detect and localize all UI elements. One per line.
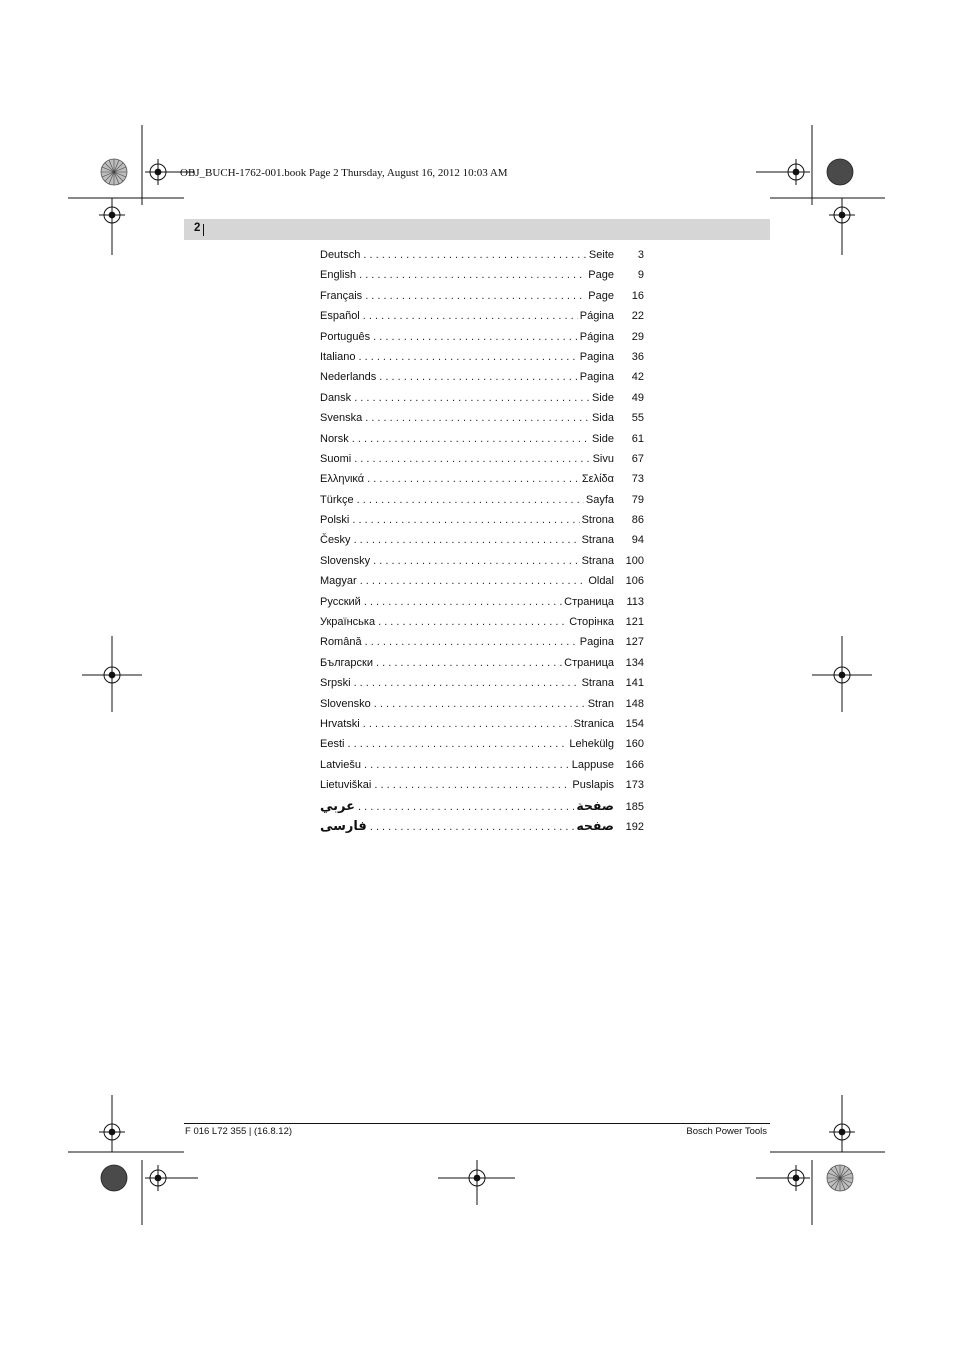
toc-page-word: Страница bbox=[564, 595, 614, 608]
toc-leader-dots bbox=[365, 410, 590, 426]
toc-language: Suomi bbox=[320, 452, 352, 465]
toc-leader-dots bbox=[374, 696, 586, 712]
toc-page-word: Strana bbox=[581, 554, 614, 567]
toc-leader-dots bbox=[354, 675, 580, 691]
toc-entry bbox=[320, 634, 644, 654]
toc-entry bbox=[320, 777, 644, 797]
toc-entry bbox=[320, 716, 644, 736]
toc-leader-dots bbox=[352, 512, 579, 528]
toc-language: فارسی bbox=[320, 817, 367, 833]
table-of-contents bbox=[320, 247, 644, 838]
toc-language: Türkçe bbox=[320, 493, 354, 506]
toc-language: Hrvatski bbox=[320, 717, 360, 730]
toc-entry bbox=[320, 369, 644, 389]
toc-language: عربي bbox=[320, 797, 356, 813]
toc-entry bbox=[320, 736, 644, 756]
toc-entry bbox=[320, 390, 644, 410]
toc-language: Svenska bbox=[320, 412, 363, 425]
toc-page-word: Pagina bbox=[579, 350, 614, 363]
toc-leader-dots bbox=[359, 267, 586, 283]
toc-leader-dots bbox=[352, 431, 590, 447]
toc-entry bbox=[320, 349, 644, 369]
toc-language: Português bbox=[320, 330, 371, 343]
toc-page-number: 94 bbox=[631, 534, 644, 547]
toc-leader-dots bbox=[360, 573, 587, 589]
toc-page-number: 79 bbox=[631, 493, 644, 506]
toc-entry bbox=[320, 451, 644, 471]
toc-page-word: Side bbox=[591, 391, 614, 404]
toc-language: Ελληνικά bbox=[320, 473, 365, 486]
toc-page-number: 192 bbox=[625, 820, 644, 833]
toc-page-word: Страница bbox=[564, 656, 614, 669]
toc-language: Česky bbox=[320, 534, 351, 547]
toc-page-number: 106 bbox=[625, 575, 644, 588]
toc-page-word: Side bbox=[591, 432, 614, 445]
toc-leader-dots bbox=[364, 594, 562, 610]
toc-page-number: 148 bbox=[625, 697, 644, 710]
toc-entry bbox=[320, 614, 644, 634]
toc-entry bbox=[320, 288, 644, 308]
toc-page-number: 86 bbox=[631, 514, 644, 527]
toc-entry bbox=[320, 247, 644, 267]
toc-leader-dots bbox=[365, 288, 586, 304]
toc-entry bbox=[320, 757, 644, 777]
toc-page-word: Sida bbox=[591, 412, 614, 425]
toc-entry bbox=[320, 532, 644, 552]
toc-language: Български bbox=[320, 656, 373, 669]
toc-language: Lietuviškai bbox=[320, 779, 372, 792]
toc-page-number: 100 bbox=[625, 554, 644, 567]
toc-leader-dots bbox=[363, 308, 578, 324]
toc-page-word: Stran bbox=[587, 697, 614, 710]
toc-page-word: Strana bbox=[581, 677, 614, 690]
toc-entry bbox=[320, 512, 644, 532]
toc-language: Українська bbox=[320, 616, 376, 629]
toc-page-number: 49 bbox=[631, 391, 644, 404]
toc-page-word: Сторінка bbox=[569, 616, 614, 629]
page-number-separator bbox=[203, 224, 204, 236]
toc-page-number: 9 bbox=[637, 269, 644, 282]
toc-page-number: 55 bbox=[631, 412, 644, 425]
toc-page-number: 154 bbox=[625, 717, 644, 730]
toc-leader-dots bbox=[347, 736, 567, 752]
toc-language: Slovensky bbox=[320, 554, 371, 567]
page-number: 2 bbox=[194, 222, 201, 234]
toc-language: Română bbox=[320, 636, 362, 649]
toc-page-word: Puslapis bbox=[572, 779, 614, 792]
toc-leader-dots bbox=[358, 349, 577, 365]
toc-page-word: Sayfa bbox=[585, 493, 614, 506]
toc-page-number: 73 bbox=[631, 473, 644, 486]
toc-entry bbox=[320, 329, 644, 349]
toc-page-number: 29 bbox=[631, 330, 644, 343]
toc-page-number: 127 bbox=[625, 636, 644, 649]
toc-page-number: 134 bbox=[625, 656, 644, 669]
toc-page-number: 185 bbox=[625, 800, 644, 813]
toc-page-word: Seite bbox=[588, 249, 614, 261]
toc-page-word: صفحه bbox=[576, 818, 614, 833]
toc-page-number: 61 bbox=[631, 432, 644, 445]
footer-rule bbox=[184, 1123, 770, 1124]
toc-leader-dots bbox=[354, 532, 580, 548]
footer-document-code: F 016 L72 355 | (16.8.12) bbox=[185, 1126, 293, 1137]
toc-leader-dots bbox=[367, 471, 580, 487]
toc-language: Dansk bbox=[320, 391, 352, 404]
toc-leader-dots bbox=[357, 492, 584, 508]
toc-entry bbox=[320, 471, 644, 491]
toc-page-number: 67 bbox=[631, 452, 644, 465]
toc-page-word: Sivu bbox=[592, 452, 614, 465]
toc-language: Español bbox=[320, 310, 360, 323]
toc-page-number: 16 bbox=[631, 289, 644, 302]
toc-entry bbox=[320, 594, 644, 614]
toc-language: Polski bbox=[320, 514, 350, 527]
print-job-info: OBJ_BUCH-1762-001.book Page 2 Thursday, August 16, 2012 10:03 AM bbox=[180, 167, 508, 179]
toc-entry bbox=[320, 798, 644, 818]
toc-page-word: Lehekülg bbox=[569, 738, 614, 751]
footer-brand: Bosch Power Tools bbox=[686, 1126, 767, 1137]
toc-language: Norsk bbox=[320, 432, 349, 445]
toc-page-number: 113 bbox=[626, 595, 644, 608]
toc-leader-dots bbox=[376, 655, 562, 671]
toc-page-word: Página bbox=[579, 310, 614, 323]
toc-leader-dots bbox=[358, 799, 574, 815]
toc-entry bbox=[320, 655, 644, 675]
toc-language: Srpski bbox=[320, 677, 351, 690]
toc-language: Eesti bbox=[320, 738, 345, 751]
toc-page-number: 42 bbox=[631, 371, 644, 384]
toc-leader-dots bbox=[364, 757, 570, 773]
toc-entry bbox=[320, 675, 644, 695]
toc-page-number: 22 bbox=[631, 310, 644, 323]
toc-page-number: 3 bbox=[637, 249, 644, 261]
toc-page-number: 36 bbox=[631, 350, 644, 363]
toc-leader-dots bbox=[373, 329, 578, 345]
toc-entry bbox=[320, 410, 644, 430]
toc-leader-dots bbox=[354, 451, 590, 467]
toc-page-word: صفحة bbox=[576, 798, 614, 813]
toc-language: Magyar bbox=[320, 575, 357, 588]
toc-page-word: Σελίδα bbox=[581, 473, 614, 486]
toc-page-word: Página bbox=[579, 330, 614, 343]
toc-entry bbox=[320, 573, 644, 593]
toc-leader-dots bbox=[365, 634, 578, 650]
toc-page-number: 166 bbox=[625, 758, 644, 771]
toc-leader-dots bbox=[354, 390, 590, 406]
toc-page-word: Pagina bbox=[579, 636, 614, 649]
toc-page-word: Page bbox=[588, 269, 614, 282]
toc-page-number: 173 bbox=[625, 779, 644, 792]
toc-entry bbox=[320, 308, 644, 328]
toc-page-word: Lappuse bbox=[571, 758, 614, 771]
toc-page-word: Oldal bbox=[588, 575, 614, 588]
toc-page-word: Pagina bbox=[579, 371, 614, 384]
toc-page-word: Page bbox=[588, 289, 614, 302]
toc-leader-dots bbox=[378, 614, 567, 630]
toc-page-word: Strona bbox=[581, 514, 614, 527]
toc-language: Русский bbox=[320, 595, 361, 608]
toc-page-word: Stranica bbox=[573, 717, 614, 730]
toc-language: English bbox=[320, 269, 357, 282]
toc-entry bbox=[320, 818, 644, 838]
toc-page-number: 160 bbox=[625, 738, 644, 751]
toc-language: Français bbox=[320, 289, 363, 302]
toc-language: Slovensko bbox=[320, 697, 371, 710]
toc-leader-dots bbox=[373, 553, 579, 569]
toc-leader-dots bbox=[363, 247, 587, 263]
toc-entry bbox=[320, 492, 644, 512]
toc-language: Italiano bbox=[320, 350, 356, 363]
toc-leader-dots bbox=[374, 777, 570, 793]
toc-entry bbox=[320, 696, 644, 716]
toc-page-word: Strana bbox=[581, 534, 614, 547]
toc-language: Nederlands bbox=[320, 371, 377, 384]
toc-leader-dots bbox=[363, 716, 572, 732]
toc-entry bbox=[320, 553, 644, 573]
toc-language: Latviešu bbox=[320, 758, 361, 771]
page-header-bar bbox=[184, 219, 770, 240]
toc-page-number: 121 bbox=[625, 616, 644, 629]
toc-leader-dots bbox=[370, 819, 575, 835]
toc-entry bbox=[320, 267, 644, 287]
toc-entry bbox=[320, 431, 644, 451]
toc-language: Deutsch bbox=[320, 249, 361, 261]
toc-page-number: 141 bbox=[625, 677, 644, 690]
toc-leader-dots bbox=[379, 369, 577, 385]
